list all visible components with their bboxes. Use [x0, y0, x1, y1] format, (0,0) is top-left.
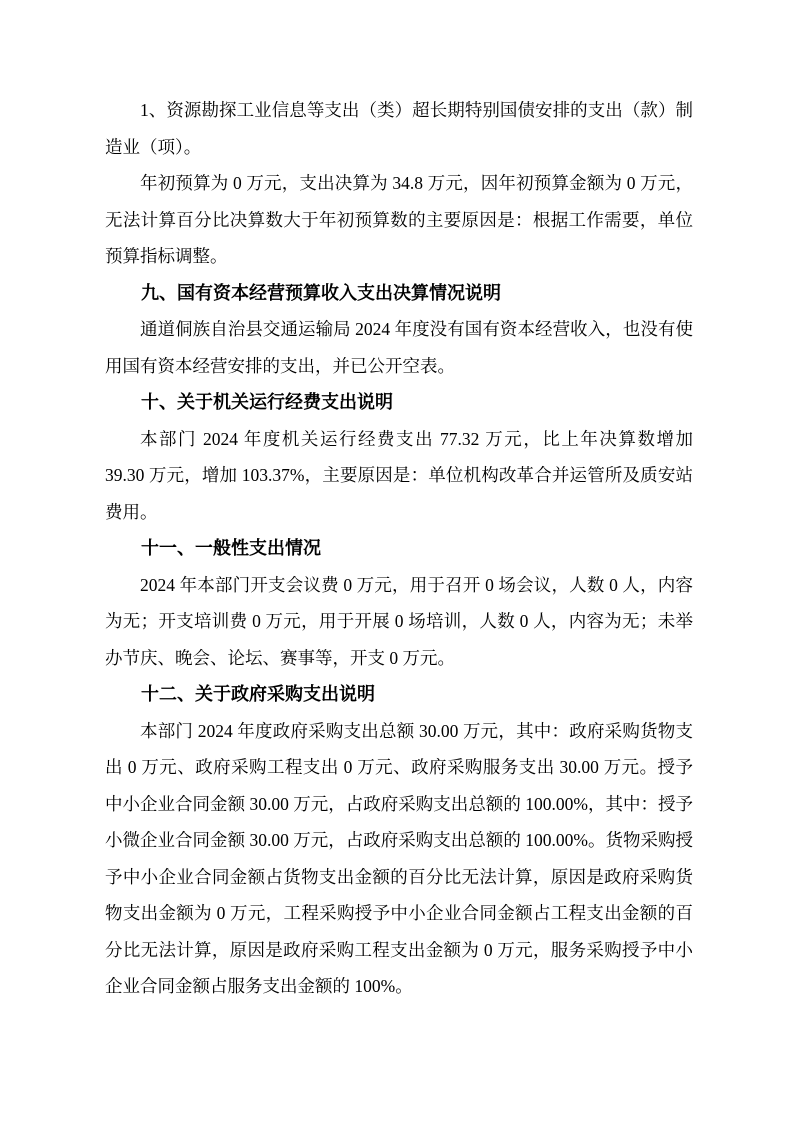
heading-section-eleven-general-expenditure: 十一、一般性支出情况: [141, 538, 321, 558]
document-content: [105, 92, 693, 1005]
paragraph-general-expenditure-statement: 2024 年本部门开支会议费 0 万元，用于召开 0 场会议，人数 0 人，内容为无；开支培训费 0 万元，用于开展 0 场培训，人数 0 人，内容为无；未举办节庆、晚会、论坛、赛事等，开支 0 万元。: [105, 574, 693, 668]
heading-section-ten-operating-expense: 十、关于机关运行经费支出说明: [141, 392, 393, 412]
paragraph-subitem-manufacturing: 1、资源勘探工业信息等支出（类）超长期特别国债安排的支出（款）制造业（项）。: [105, 100, 693, 157]
paragraph-operating-expense-statement: 本部门 2024 年度机关运行经费支出 77.32 万元，比上年决算数增加 39.30 万元，增加 103.37%，主要原因是：单位机构改革合并运管所及质安站费用。: [105, 428, 693, 522]
paragraph-gov-procurement-statement: 本部门 2024 年度政府采购支出总额 30.00 万元，其中：政府采购货物支出 0 万元、政府采购工程支出 0 万元、政府采购服务支出 30.00 万元。授予中小企业合同金额 30.00 万元，占政府采购支出总额的 100.00%，其中：授予小微企业合同金额 30.00 万元，占政府采购支出总额的 100.00%。货物采购授予中小企业合同金额占货物支出金额的百分比无法计算，原因是政府采购货物支出金额为 0 万元，工程采购授予中小企业合同金额占工程支出金额的百分比无法计算，原因是政府采购工程支出金额为 0 万元，服务采购授予中小企业合同金额占服务支出金额的 100%。: [105, 720, 693, 996]
heading-section-nine-state-capital: 九、国有资本经营预算收入支出决算情况说明: [141, 282, 501, 303]
paragraph-state-capital-statement: 通道侗族自治县交通运输局 2024 年度没有国有资本经营收入，也没有使用国有资本经营安排的支出，并已公开空表。: [105, 319, 693, 376]
paragraph-budget-variance-explanation: 年初预算为 0 万元，支出决算为 34.8 万元，因年初预算金额为 0 万元，无法计算百分比决算数大于年初预算数的主要原因是：根据工作需要，单位预算指标调整。: [105, 173, 693, 266]
heading-section-twelve-gov-procurement: 十二、关于政府采购支出说明: [141, 684, 375, 704]
